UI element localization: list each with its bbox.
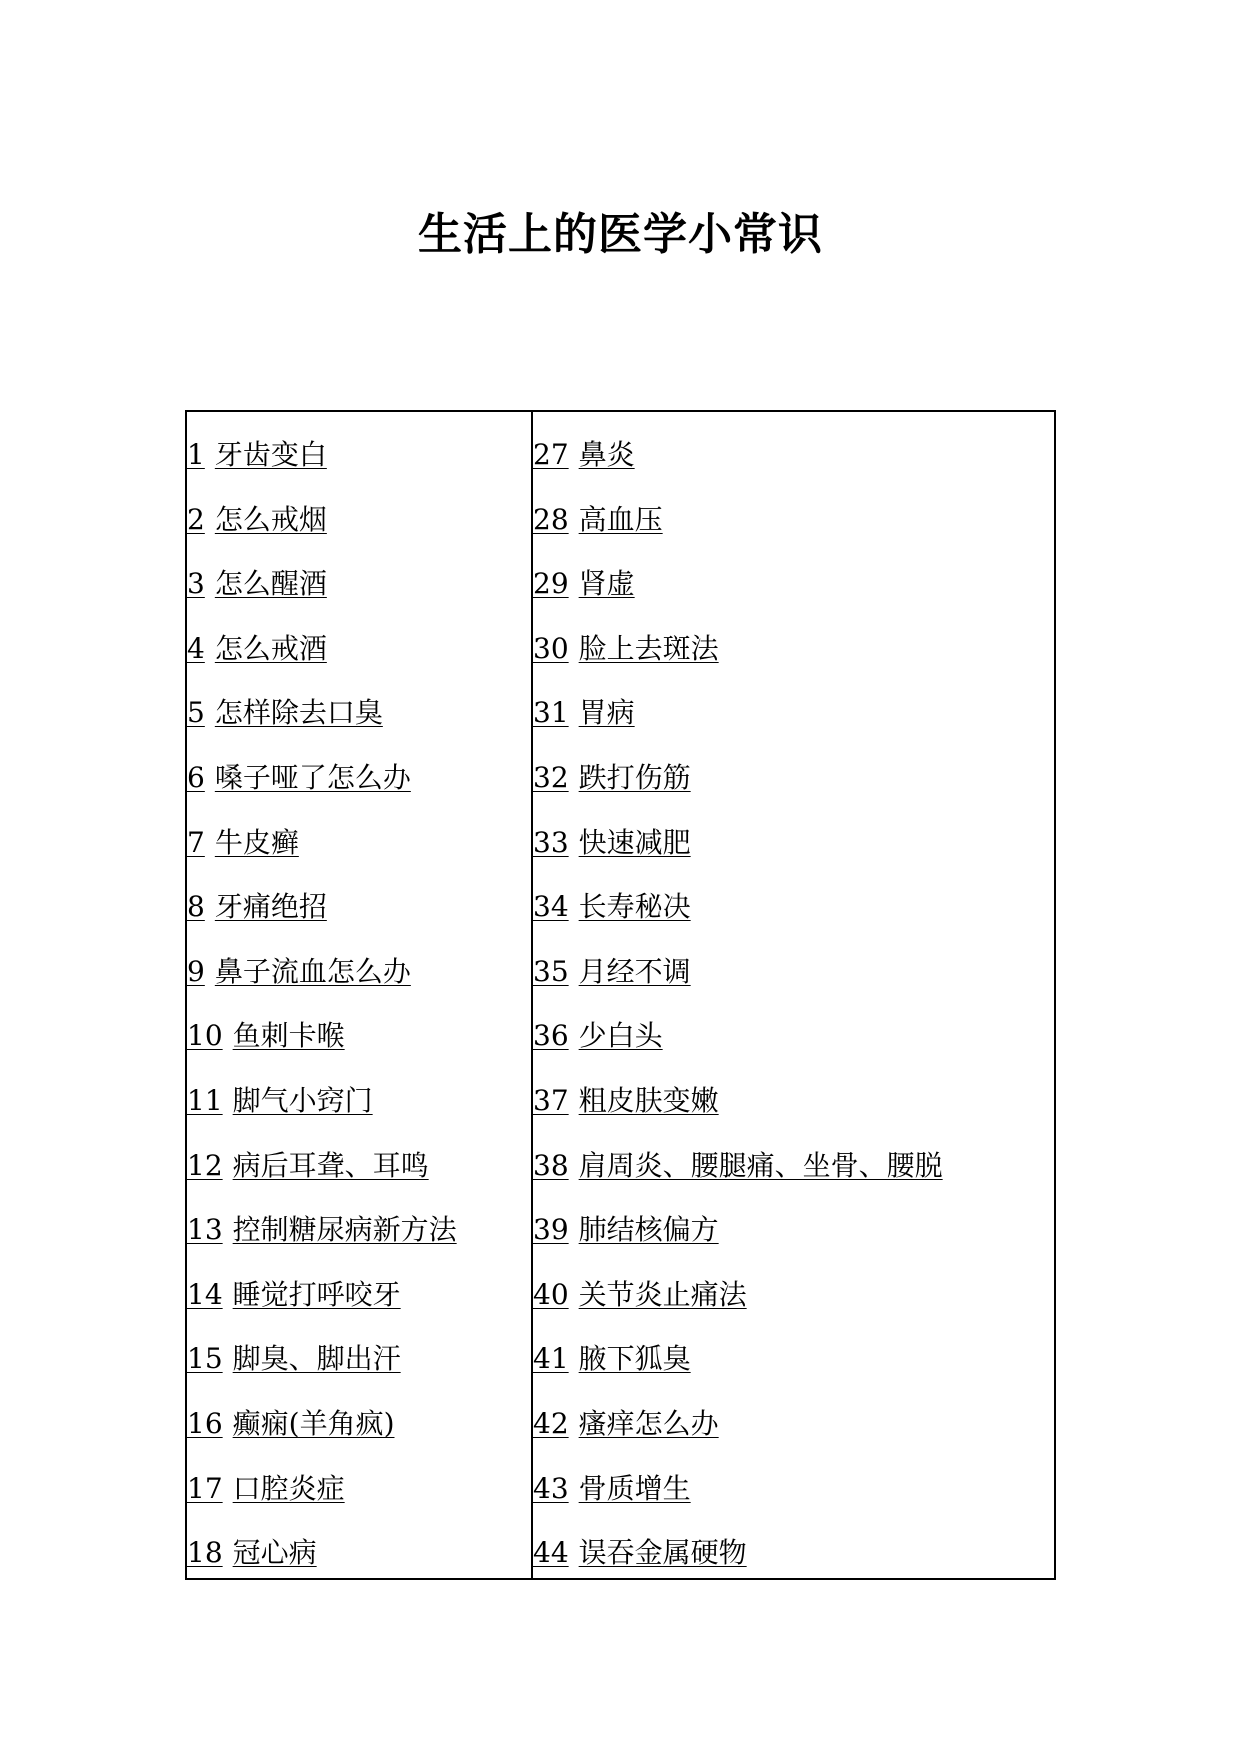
toc-item-number: 4 [187, 631, 205, 665]
toc-item [187, 688, 457, 753]
toc-item [187, 1464, 457, 1529]
toc-item-number: 10 [187, 1019, 223, 1053]
page-title: 生活上的医学小常识 [418, 209, 823, 261]
toc-item-number: 27 [533, 438, 569, 471]
toc-item-label: 快速减肥 [578, 825, 691, 859]
toc-link[interactable] [187, 1019, 345, 1052]
toc-link[interactable] [533, 696, 635, 729]
toc-item [187, 1011, 457, 1076]
toc-item-label: 月经不调 [578, 954, 691, 988]
toc-item-label: 胃病 [578, 696, 635, 730]
toc-item [187, 1076, 457, 1141]
toc-item-number: 29 [533, 567, 569, 601]
toc-item-number: 7 [187, 825, 205, 859]
toc-item-number: 8 [187, 890, 205, 924]
toc-item [187, 1270, 457, 1335]
toc-item-label: 鼻子流血怎么办 [214, 954, 411, 988]
toc-item-number: 44 [533, 1536, 569, 1570]
toc-item-number: 9 [187, 954, 205, 988]
toc-link[interactable] [533, 1342, 691, 1375]
toc-link[interactable] [533, 1407, 719, 1440]
toc-item-label: 脸上去斑法 [578, 631, 719, 665]
toc-item-number: 30 [533, 631, 569, 665]
toc-item-number: 5 [187, 696, 205, 730]
toc-item [533, 495, 943, 560]
toc-item [187, 1334, 457, 1399]
toc-item [533, 818, 943, 883]
toc-item-label: 口腔炎症 [232, 1471, 345, 1505]
toc-item-number: 38 [533, 1148, 569, 1182]
toc-item [533, 624, 943, 689]
toc-item [187, 882, 457, 947]
toc-item-label: 怎样除去口臭 [214, 696, 383, 730]
toc-item-label: 睡觉打呼咬牙 [232, 1277, 401, 1311]
toc-item [187, 1528, 457, 1593]
toc-link[interactable] [187, 761, 411, 794]
toc-item-number: 14 [187, 1277, 223, 1311]
toc-item-label: 怎么戒酒 [214, 631, 327, 665]
toc-link[interactable] [187, 1407, 395, 1440]
toc-left-column [187, 412, 533, 1578]
toc-item-number: 1 [187, 438, 205, 471]
toc-item-label: 长寿秘决 [578, 890, 691, 924]
toc-item-number: 11 [187, 1083, 223, 1117]
toc-item [187, 430, 457, 495]
toc-item-label: 脚臭、脚出汗 [232, 1342, 401, 1376]
toc-item-number: 17 [187, 1471, 223, 1505]
toc-item [187, 1205, 457, 1270]
toc-item-label: 脚气小窍门 [232, 1083, 373, 1117]
toc-item [187, 624, 457, 689]
toc-item-number: 40 [533, 1277, 569, 1311]
toc-item [533, 1205, 943, 1270]
toc-item [533, 947, 943, 1012]
toc-item-number: 43 [533, 1471, 569, 1505]
toc-item [187, 1141, 457, 1206]
toc-item-label: 高血压 [578, 502, 663, 536]
toc-item-label: 控制糖尿病新方法 [232, 1213, 457, 1247]
toc-item-label: 瘙痒怎么办 [578, 1406, 719, 1440]
toc-item-label: 误吞金属硬物 [578, 1536, 747, 1570]
toc-item [533, 688, 943, 753]
toc-link[interactable] [533, 1213, 719, 1246]
toc-link[interactable] [187, 1149, 429, 1182]
toc-item [533, 1011, 943, 1076]
toc-right-list [533, 430, 943, 1593]
toc-item [187, 818, 457, 883]
toc-link[interactable] [187, 1213, 457, 1246]
toc-item [187, 559, 457, 624]
toc-item-number: 39 [533, 1213, 569, 1247]
toc-link[interactable] [187, 890, 327, 923]
toc-item [533, 753, 943, 818]
toc-item-number: 32 [533, 760, 569, 794]
toc-item-label: 腋下狐臭 [578, 1342, 691, 1376]
toc-link[interactable] [187, 1342, 401, 1375]
toc-link[interactable] [533, 1149, 943, 1182]
toc-item [187, 1399, 457, 1464]
toc-item-label: 怎么戒烟 [214, 502, 327, 536]
toc-item-label: 少白头 [578, 1019, 663, 1053]
toc-item-label: 病后耳聋、耳鸣 [232, 1148, 429, 1182]
toc-link[interactable] [533, 890, 691, 923]
toc-item [187, 495, 457, 560]
toc-link[interactable] [187, 1536, 317, 1569]
toc-item [187, 753, 457, 818]
toc-item-number: 12 [187, 1148, 223, 1182]
toc-item-label: 肾虚 [578, 567, 635, 601]
toc-item [533, 559, 943, 624]
toc-link[interactable] [533, 567, 635, 600]
toc-item-label: 牙齿变白 [214, 438, 327, 471]
toc-item-number: 36 [533, 1019, 569, 1053]
toc-link[interactable] [533, 632, 719, 665]
toc-item [533, 1399, 943, 1464]
toc-link[interactable] [533, 1536, 747, 1569]
toc-item-label: 嗓子哑了怎么办 [214, 760, 411, 794]
toc-link[interactable] [533, 438, 635, 471]
toc-link[interactable] [187, 632, 327, 665]
toc-item-label: 牛皮癣 [214, 825, 299, 859]
toc-item-number: 41 [533, 1342, 569, 1376]
toc-item [533, 882, 943, 947]
toc-item [533, 1528, 943, 1593]
toc-link[interactable] [533, 955, 691, 988]
toc-item-label: 鼻炎 [578, 438, 635, 471]
toc-link[interactable] [187, 696, 383, 729]
toc-item-number: 3 [187, 567, 205, 601]
toc-item-number: 35 [533, 954, 569, 988]
toc-item-label: 鱼刺卡喉 [232, 1019, 345, 1053]
toc-link[interactable] [533, 1278, 747, 1311]
toc-item [533, 1270, 943, 1335]
toc-item-number: 18 [187, 1536, 223, 1570]
toc-right-column [533, 412, 1054, 1578]
toc-item [533, 1141, 943, 1206]
toc-link[interactable] [533, 826, 691, 859]
toc-item-label: 冠心病 [232, 1536, 317, 1570]
toc-link[interactable] [187, 438, 327, 471]
toc-item-label: 关节炎止痛法 [578, 1277, 747, 1311]
toc-link[interactable] [187, 955, 411, 988]
toc-item-number: 15 [187, 1342, 223, 1376]
toc-link[interactable] [187, 503, 327, 536]
toc-item-label: 跌打伤筋 [578, 760, 691, 794]
toc-item-number: 31 [533, 696, 569, 730]
toc-item [533, 430, 943, 495]
toc-link[interactable] [533, 1084, 719, 1117]
toc-item [187, 947, 457, 1012]
toc-item-label: 肺结核偏方 [578, 1213, 719, 1247]
toc-table [185, 410, 1056, 1580]
toc-item-number: 2 [187, 502, 205, 536]
toc-link[interactable] [187, 567, 327, 600]
toc-item [533, 1076, 943, 1141]
toc-item [533, 1334, 943, 1399]
toc-item-number: 6 [187, 760, 205, 794]
toc-item-number: 28 [533, 502, 569, 536]
toc-item-number: 16 [187, 1406, 223, 1440]
toc-link[interactable] [533, 1472, 691, 1505]
toc-item-number: 33 [533, 825, 569, 859]
toc-item-label: 牙痛绝招 [214, 890, 327, 924]
toc-link[interactable] [187, 1084, 373, 1117]
toc-link[interactable] [533, 1019, 663, 1052]
toc-item-label: 肩周炎、腰腿痛、坐骨、腰脱 [578, 1148, 943, 1182]
toc-item-label: 癫痫(羊角疯) [232, 1406, 395, 1440]
toc-item-label: 粗皮肤变嫩 [578, 1083, 719, 1117]
toc-item-number: 13 [187, 1213, 223, 1247]
toc-link[interactable] [533, 761, 691, 794]
toc-link[interactable] [187, 1278, 401, 1311]
toc-item-number: 34 [533, 890, 569, 924]
toc-item [533, 1464, 943, 1529]
toc-item-label: 骨质增生 [578, 1471, 691, 1505]
toc-item-label: 怎么醒酒 [214, 567, 327, 601]
toc-item-number: 37 [533, 1083, 569, 1117]
toc-link[interactable] [187, 1472, 345, 1505]
toc-left-list [187, 430, 457, 1593]
toc-link[interactable] [187, 826, 299, 859]
toc-item-number: 42 [533, 1406, 569, 1440]
toc-link[interactable] [533, 503, 663, 536]
